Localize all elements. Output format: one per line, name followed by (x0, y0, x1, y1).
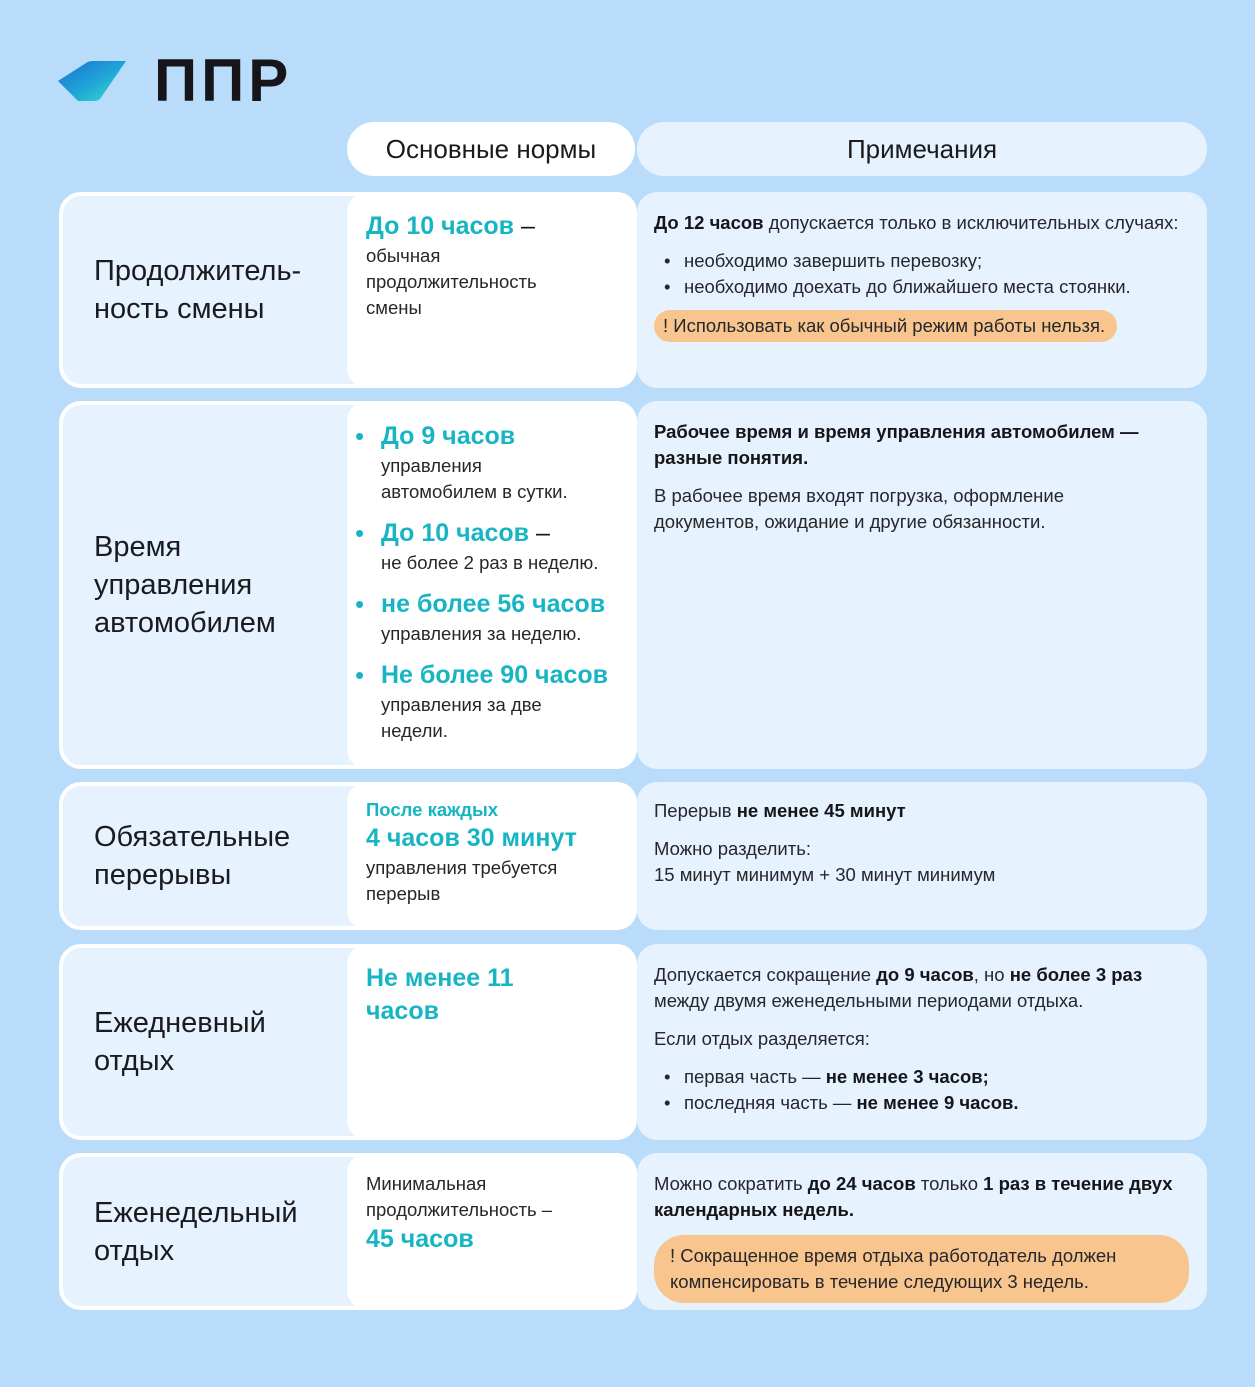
diamond-logo-icon (58, 59, 128, 103)
category-cell (59, 782, 389, 930)
norm-desc: управления за неделю. (381, 623, 582, 644)
note-bullet (654, 1064, 1193, 1090)
norm-cell (347, 944, 637, 1140)
category-label: Обязательные перерывы (94, 821, 291, 891)
header-main-norms: Основные нормы (347, 122, 635, 176)
warning-badge: ! Сокращенное время отдыха работодатель должен компенсировать в течение следующих 3 недель. (654, 1235, 1189, 1303)
norm-desc: управления требуется перерыв (366, 857, 558, 904)
norm-desc: управления за две недели. (381, 694, 542, 741)
note-lead-text: допускается только в исключительных случаях: (763, 212, 1179, 233)
note-bold: 1 раз в течение двух календарных недель. (654, 1173, 1173, 1220)
row-mandatory-breaks (59, 782, 1207, 930)
norm-value: не более 56 часов (381, 590, 606, 618)
note-bold: не менее 9 часов. (856, 1092, 1019, 1113)
note-text: Если отдых разделяется: (654, 1028, 870, 1049)
norm-cell (347, 401, 637, 769)
note-cell (637, 944, 1207, 1140)
note-title: Рабочее время и время управления автомобилем — разные понятия. (654, 421, 1139, 468)
note-text: последняя часть — (684, 1092, 857, 1113)
norm-list-item (361, 517, 623, 576)
logo-text: ППР (154, 47, 293, 114)
norm-value: До 10 часов (366, 212, 515, 240)
category-label: Еженедельный отдых (94, 1196, 298, 1267)
note-cell (637, 192, 1207, 388)
logo (58, 47, 293, 114)
norm-list-item (361, 659, 623, 744)
category-label: Время управления автомобилем (94, 531, 276, 639)
row-weekly-rest (59, 1153, 1207, 1310)
note-text: Можно разделить: (654, 838, 812, 859)
note-text: В рабочее время входят погрузка, оформление документов, ожидание и другие обязанности. (654, 485, 1065, 532)
note-text: между двумя еженедельными периодами отдыха. (654, 990, 1084, 1011)
note-bullet (654, 1090, 1193, 1116)
norm-desc: управления автомобилем в сутки. (381, 455, 568, 502)
note-text: Можно сократить (654, 1173, 808, 1194)
category-label: Ежедневный отдых (94, 1007, 266, 1077)
norm-list-item (361, 588, 623, 647)
note-text: , но (973, 964, 1010, 985)
category-cell (59, 1153, 389, 1310)
warning-badge: ! Использовать как обычный режим работы нельзя. (654, 310, 1117, 342)
norm-dash: – (529, 519, 550, 547)
category-label: Продолжитель- ность смены (94, 255, 302, 325)
note-cell (637, 401, 1207, 769)
norm-desc: не более 2 раз в неделю. (381, 552, 599, 573)
norm-list-item (361, 420, 623, 505)
norm-cell (347, 192, 637, 388)
row-shift-duration (59, 192, 1207, 388)
norm-pre: После каждых (366, 799, 499, 820)
category-cell (59, 944, 389, 1140)
category-cell (59, 401, 389, 769)
note-bold: не менее 45 минут (736, 800, 906, 821)
note-bold: не более 3 раз (1009, 964, 1143, 985)
note-bold: до 9 часов (876, 964, 974, 985)
norm-value: 45 часов (366, 1225, 474, 1253)
row-driving-time (59, 401, 1207, 769)
note-cell (637, 1153, 1207, 1310)
norm-cell (347, 782, 637, 930)
note-cell (637, 782, 1207, 930)
note-bold: не менее 3 часов; (825, 1066, 989, 1087)
norm-value: Не более 90 часов (381, 661, 609, 689)
note-text: первая часть — (684, 1066, 826, 1087)
norm-value: До 10 часов (381, 519, 530, 547)
norm-value: Не менее 11 часов (366, 964, 514, 1025)
norm-desc: Минимальная продолжительность – (366, 1173, 553, 1220)
note-text: Допускается сокращение (654, 964, 877, 985)
note-text: только (915, 1173, 984, 1194)
note-lead-bold: До 12 часов (654, 212, 764, 233)
norm-value: До 9 часов (381, 422, 516, 450)
header-notes: Примечания (637, 122, 1207, 176)
norm-cell (347, 1153, 637, 1310)
norm-desc: обычная продолжительность смены (366, 245, 537, 318)
note-bullet: • необходимо завершить перевозку; (654, 248, 1193, 274)
note-text: Перерыв (654, 800, 737, 821)
norm-dash: – (514, 212, 535, 240)
norm-value: 4 часов 30 минут (366, 824, 577, 852)
note-bullet: • необходимо доехать до ближайшего места стоянки. (654, 274, 1193, 300)
row-daily-rest (59, 944, 1207, 1140)
note-bold: до 24 часов (807, 1173, 916, 1194)
note-text: 15 минут минимум + 30 минут минимум (654, 864, 996, 885)
category-cell (59, 192, 389, 388)
